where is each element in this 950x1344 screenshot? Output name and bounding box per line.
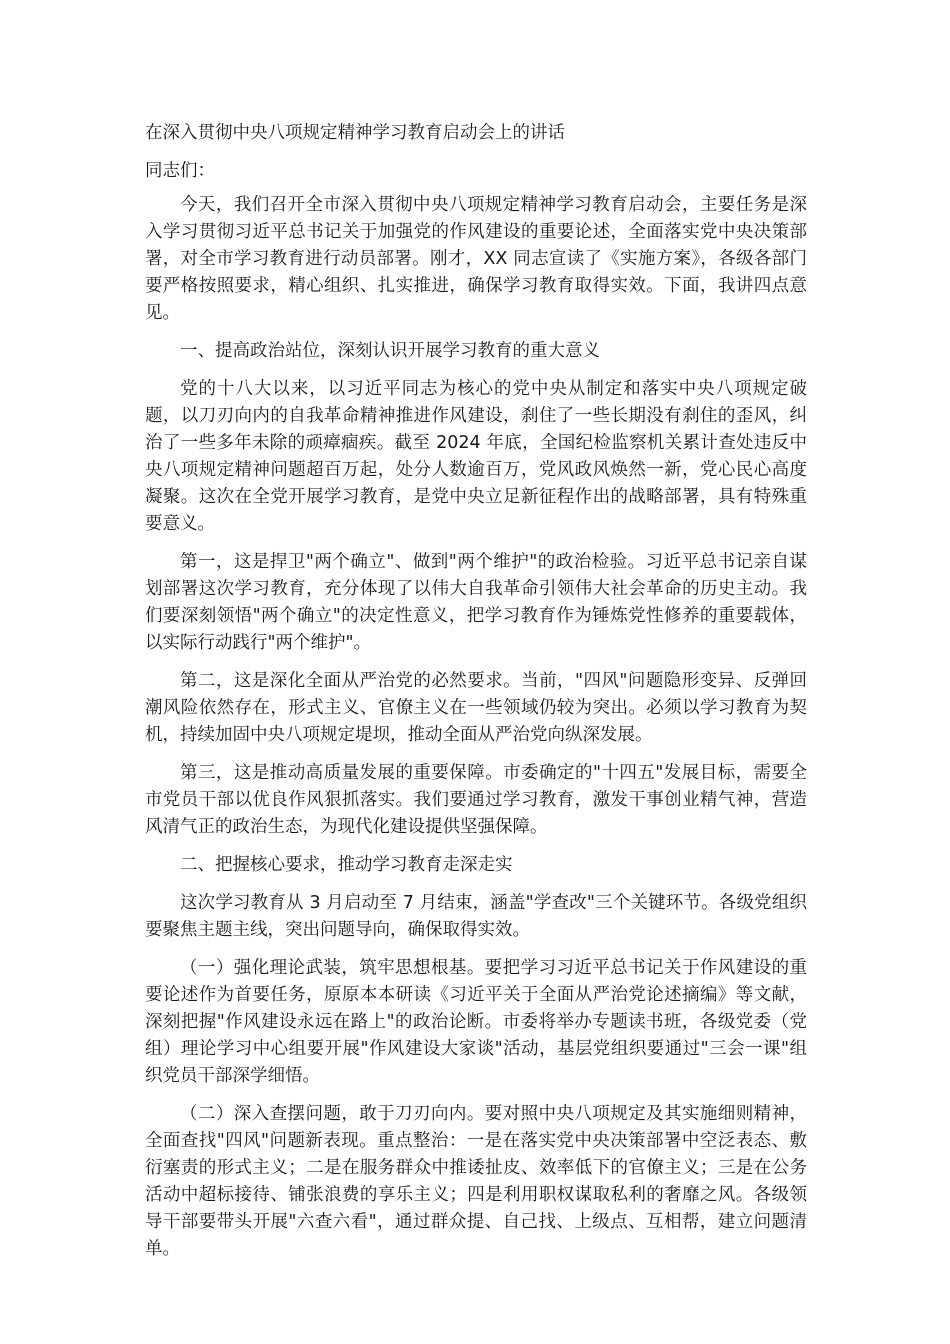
paragraph-subpoint-2: （二）深入查摆问题，敢于刀刃向内。要对照中央八项规定及其实施细则精神，全面查找"四风"问题新表现。重点整治：一是在落实党中央决策部署中空泛表态、敷衍塞责的形式主义；二是在服务群众中推诿扯皮、效率低下的官僚主义；三是在公务活动中超标接待、铺张浪费的享乐主义；四是利用职权谋取私利的奢靡之风。各级领导干部要带头开展"六查六看"，通过群众提、自己找、上级点、互相帮，建立问题清单。 bbox=[145, 1104, 807, 1259]
document-title: 在深入贯彻中央八项规定精神学习教育启动会上的讲话 bbox=[145, 123, 565, 143]
salutation: 同志们： bbox=[145, 161, 215, 181]
section-heading-2: 二、把握核心要求，推动学习教育走深走实 bbox=[180, 855, 513, 875]
paragraph-schedule: 这次学习教育从 3 月启动至 7 月结束，涵盖"学查改"三个关键环节。各级党组织要聚焦主题主线，突出问题导向，确保取得实效。 bbox=[145, 893, 807, 940]
paragraph-point-3: 第三，这是推动高质量发展的重要保障。市委确定的"十四五"发展目标，需要全市党员干部以优良作风狠抓落实。我们要通过学习教育，激发干事创业精气神，营造风清气正的政治生态，为现代化建设提供坚强保障。 bbox=[145, 763, 807, 837]
paragraph-background: 党的十八大以来，以习近平同志为核心的党中央从制定和落实中央八项规定破题，以刀刃向内的自我革命精神推进作风建设，刹住了一些长期没有刹住的歪风，纠治了一些多年未除的顽瘴痼疾。截至 2024 年底，全国纪检监察机关累计查处违反中央八项规定精神问题超百万起，处分人数逾百万，党风政风焕然一新，党心民心高度凝聚。这次在全党开展学习教育，是党中央立足新征程作出的战略部署，具有特殊重要意义。 bbox=[145, 379, 807, 534]
paragraph-point-2: 第二，这是深化全面从严治党的必然要求。当前，"四风"问题隐形变异、反弹回潮风险依然存在，形式主义、官僚主义在一些领域仍较为突出。必须以学习教育为契机，持续加固中央八项规定堤坝，推动全面从严治党向纵深发展。 bbox=[145, 671, 807, 745]
document-page bbox=[145, 118, 807, 1274]
section-heading-1: 一、提高政治站位，深刻认识开展学习教育的重大意义 bbox=[180, 341, 600, 361]
paragraph-subpoint-1: （一）强化理论武装，筑牢思想根基。要把学习习近平总书记关于作风建设的重要论述作为首要任务，原原本本研读《习近平关于全面从严治党论述摘编》等文献，深刻把握"作风建设永远在路上"的政治论断。市委将举办专题读书班，各级党委（党组）理论学习中心组要开展"作风建设大家谈"活动，基层党组织要通过"三会一课"组织党员干部深学细悟。 bbox=[145, 958, 807, 1086]
paragraph-intro: 今天，我们召开全市深入贯彻中央八项规定精神学习教育启动会，主要任务是深入学习贯彻习近平总书记关于加强党的作风建设的重要论述，全面落实党中央决策部署，对全市学习教育进行动员部署。刚才，XX 同志宣读了《实施方案》，各级各部门要严格按照要求，精心组织、扎实推进，确保学习教育取得实效。下面，我讲四点意见。 bbox=[145, 195, 807, 323]
paragraph-point-1: 第一，这是捍卫"两个确立"、做到"两个维护"的政治检验。习近平总书记亲自谋划部署这次学习教育，充分体现了以伟大自我革命引领伟大社会革命的历史主动。我们要深刻领悟"两个确立"的决定性意义，把学习教育作为锤炼党性修养的重要载体，以实际行动践行"两个维护"。 bbox=[145, 552, 807, 653]
